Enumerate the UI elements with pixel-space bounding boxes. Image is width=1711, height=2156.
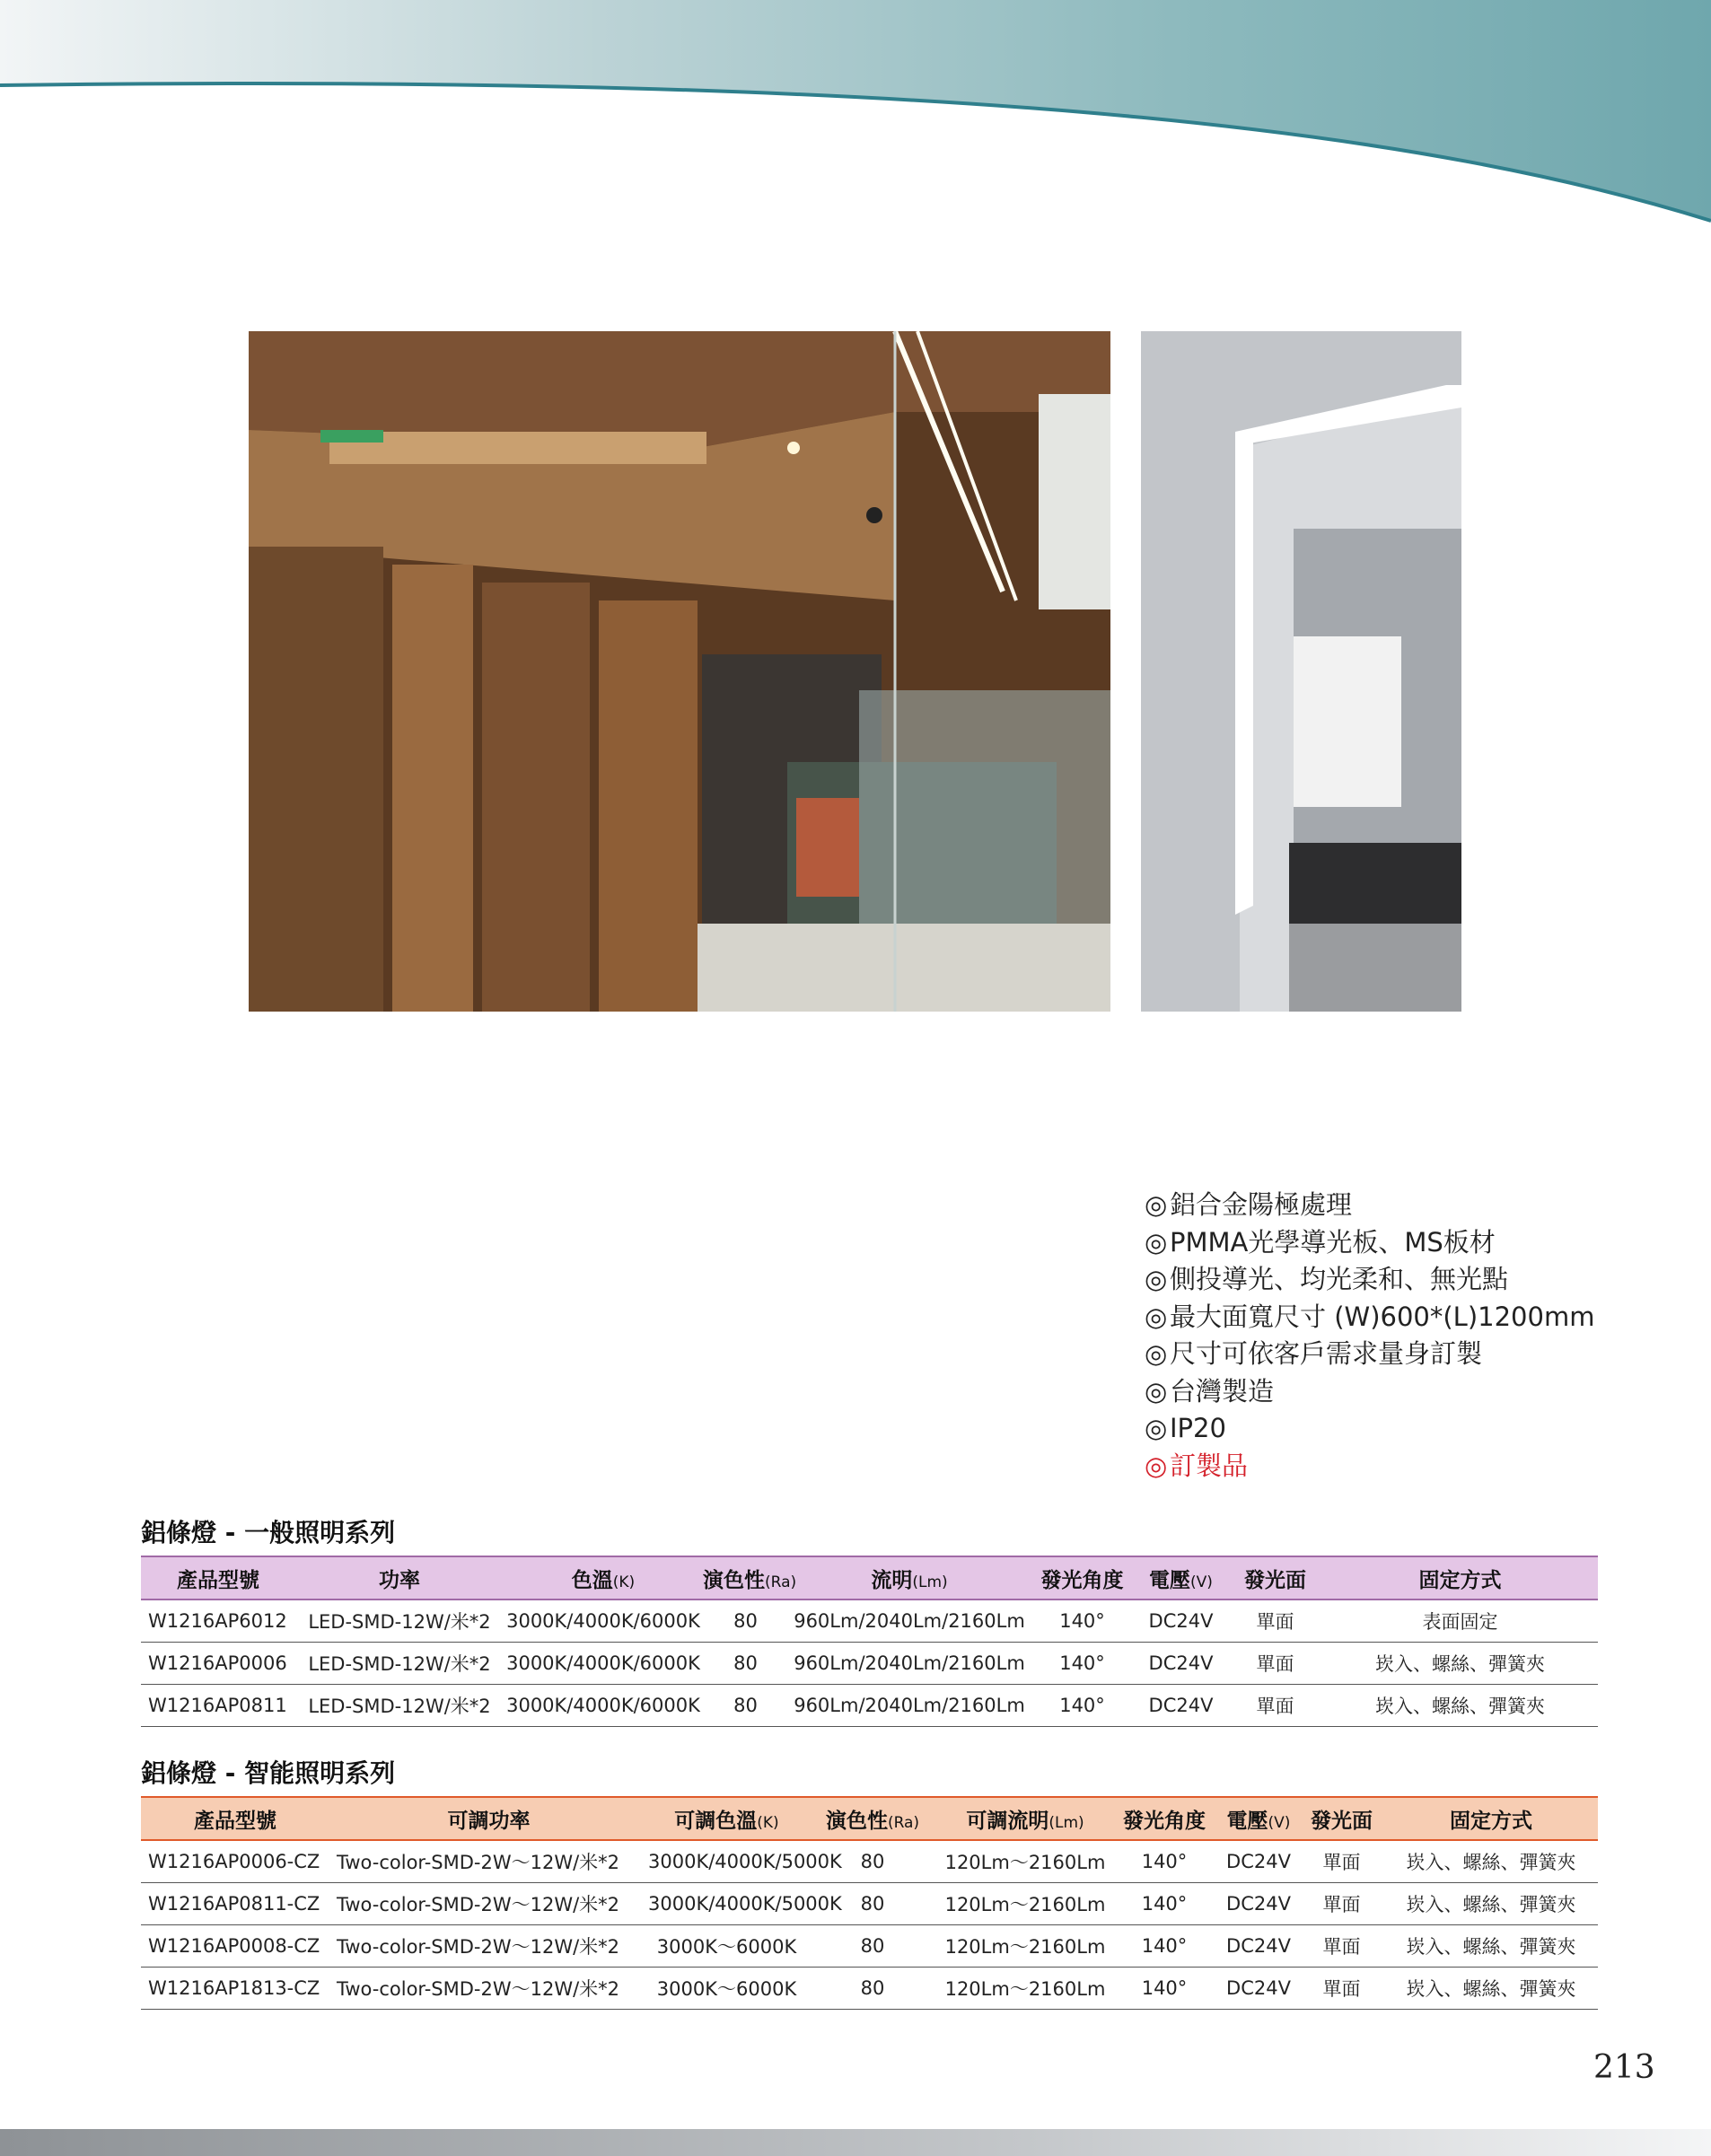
wall-light-photo [1141,331,1461,1012]
feature-item [1145,1261,1683,1299]
page-number: 213 [1593,2049,1655,2086]
table-row [141,1643,1598,1685]
feature-item [1145,1336,1683,1373]
footer-bar-decoration [0,2129,1711,2156]
cell-mounting: 崁入、螺絲、彈簧夾 [1384,1883,1598,1925]
bullet-icon: ◎ [1145,1301,1168,1332]
bullet-icon: ◎ [1145,1450,1168,1481]
bullet-icon: ◎ [1145,1226,1168,1258]
header-lumen: 流明(Lm) [871,1568,948,1592]
cell-color-temp: 3000K/4000K/6000K [504,1685,703,1727]
cell-color-temp: 3000K/4000K/6000K [504,1643,703,1685]
header-cri: 演色性(Ra) [703,1568,797,1592]
feature-item [1145,1299,1683,1337]
cell-beam-angle: 140° [1031,1643,1134,1685]
cell-model: W1216AP0006-CZ [141,1840,329,1883]
feature-text: 最大面寬尺寸 (W)600*(L)1200mm [1170,1301,1595,1332]
cell-emitting-side: 單面 [1299,1968,1384,2010]
header-cri: 演色性(Ra) [825,1809,920,1833]
feature-item [1145,1410,1683,1448]
cell-power: Two-color-SMD-2W～12W/米*2 [329,1840,648,1883]
cell-mounting: 崁入、螺絲、彈簧夾 [1384,1968,1598,2010]
cell-power: LED-SMD-12W/米*2 [295,1599,504,1643]
cell-mounting: 崁入、螺絲、彈簧夾 [1322,1685,1598,1727]
cell-beam-angle: 140° [1110,1883,1218,1925]
cell-lumen: 960Lm/2040Lm/2160Lm [788,1599,1031,1643]
cell-mounting: 崁入、螺絲、彈簧夾 [1384,1840,1598,1883]
cell-beam-angle: 140° [1110,1968,1218,2010]
cell-voltage: DC24V [1134,1685,1228,1727]
cell-power: LED-SMD-12W/米*2 [295,1685,504,1727]
cell-beam-angle: 140° [1110,1925,1218,1968]
header-color-temp: 色溫(K) [571,1568,636,1592]
header-model: 產品型號 [177,1568,259,1592]
header-mounting: 固定方式 [1418,1568,1502,1592]
cell-color-temp: 3000K/4000K/6000K [504,1599,703,1643]
cell-beam-angle: 140° [1110,1840,1218,1883]
bullet-icon: ◎ [1145,1413,1168,1443]
table-header-row [141,1556,1598,1599]
bullet-icon: ◎ [1145,1264,1168,1294]
cell-model: W1216AP0811-CZ [141,1883,329,1925]
cell-model: W1216AP1813-CZ [141,1968,329,2010]
cell-voltage: DC24V [1134,1599,1228,1643]
header-emitting-side: 發光面 [1311,1809,1373,1833]
cell-power: Two-color-SMD-2W～12W/米*2 [329,1883,648,1925]
cell-emitting-side: 單面 [1299,1925,1384,1968]
cell-color-temp: 3000K～6000K [648,1925,805,1968]
feature-text: 台灣製造 [1170,1375,1275,1407]
cell-lumen: 120Lm～2160Lm [940,1925,1110,1968]
feature-text: 鋁合金陽極處理 [1170,1189,1353,1220]
feature-text: 訂製品 [1170,1450,1249,1481]
cell-emitting-side: 單面 [1299,1840,1384,1883]
general-series-title: 鋁條燈 - 一般照明系列 [141,1518,396,1547]
cell-mounting: 崁入、螺絲、彈簧夾 [1384,1925,1598,1968]
cell-lumen: 120Lm～2160Lm [940,1883,1110,1925]
table-row [141,1840,1598,1883]
header-voltage: 電壓(V) [1226,1809,1291,1833]
header-adjustable-lumen: 可調流明(Lm) [966,1809,1084,1833]
feature-text: 側投導光、均光柔和、無光點 [1170,1264,1509,1294]
table-header-row [141,1797,1598,1840]
feature-item [1145,1187,1683,1224]
header-mounting: 固定方式 [1450,1809,1532,1833]
cell-model: W1216AP0006 [141,1643,295,1685]
cell-voltage: DC24V [1218,1840,1299,1883]
cell-power: LED-SMD-12W/米*2 [295,1643,504,1685]
feature-item-custom [1145,1448,1683,1486]
cell-emitting-side: 單面 [1228,1685,1322,1727]
cell-lumen: 960Lm/2040Lm/2160Lm [788,1685,1031,1727]
header-voltage: 電壓(V) [1149,1568,1213,1592]
cell-color-temp: 3000K/4000K/5000K [648,1883,805,1925]
cell-cri: 80 [703,1685,788,1727]
cell-voltage: DC24V [1218,1968,1299,2010]
cell-cri: 80 [805,1925,940,1968]
cell-model: W1216AP0811 [141,1685,295,1727]
cell-cri: 80 [703,1599,788,1643]
table-row [141,1968,1598,2010]
feature-text: PMMA光學導光板、MS板材 [1170,1226,1496,1258]
cell-lumen: 960Lm/2040Lm/2160Lm [788,1643,1031,1685]
cell-cri: 80 [703,1643,788,1685]
cell-mounting: 表面固定 [1322,1599,1598,1643]
cell-model: W1216AP0008-CZ [141,1925,329,1968]
cell-cri: 80 [805,1968,940,2010]
table-row [141,1685,1598,1727]
header-emitting-side: 發光面 [1244,1568,1306,1592]
header-adjustable-color-temp: 可調色溫(K) [674,1809,779,1833]
feature-item [1145,1224,1683,1262]
cell-cri: 80 [805,1840,940,1883]
cell-emitting-side: 單面 [1228,1643,1322,1685]
header-adjustable-power: 可調功率 [447,1809,531,1833]
feature-item [1145,1373,1683,1411]
cell-color-temp: 3000K～6000K [648,1968,805,2010]
feature-text: IP20 [1170,1413,1226,1443]
cell-color-temp: 3000K/4000K/5000K [648,1840,805,1883]
bullet-icon: ◎ [1145,1375,1168,1407]
feature-text: 尺寸可依客戶需求量身訂製 [1170,1338,1483,1369]
cell-power: Two-color-SMD-2W～12W/米*2 [329,1925,648,1968]
header-wave-decoration [0,0,1711,233]
cell-voltage: DC24V [1218,1883,1299,1925]
cell-lumen: 120Lm～2160Lm [940,1840,1110,1883]
smart-series-title: 鋁條燈 - 智能照明系列 [141,1758,396,1788]
header-model: 產品型號 [194,1809,276,1833]
cell-emitting-side: 單面 [1299,1883,1384,1925]
general-series-table [141,1556,1598,1727]
smart-series-table [141,1796,1598,2010]
header-beam-angle: 發光角度 [1040,1568,1124,1592]
bullet-icon: ◎ [1145,1338,1168,1369]
bullet-icon: ◎ [1145,1189,1168,1220]
cell-power: Two-color-SMD-2W～12W/米*2 [329,1968,648,2010]
table-row [141,1883,1598,1925]
cell-beam-angle: 140° [1031,1685,1134,1727]
cell-voltage: DC24V [1218,1925,1299,1968]
cell-beam-angle: 140° [1031,1599,1134,1643]
table-row [141,1925,1598,1968]
cell-mounting: 崁入、螺絲、彈簧夾 [1322,1643,1598,1685]
cell-voltage: DC24V [1134,1643,1228,1685]
header-beam-angle: 發光角度 [1123,1809,1206,1833]
table-row [141,1599,1598,1643]
cell-lumen: 120Lm～2160Lm [940,1968,1110,2010]
feature-list [1145,1187,1683,1485]
interior-photo [249,331,1110,1012]
cell-emitting-side: 單面 [1228,1599,1322,1643]
header-power: 功率 [379,1568,420,1592]
cell-model: W1216AP6012 [141,1599,295,1643]
cell-cri: 80 [805,1883,940,1925]
